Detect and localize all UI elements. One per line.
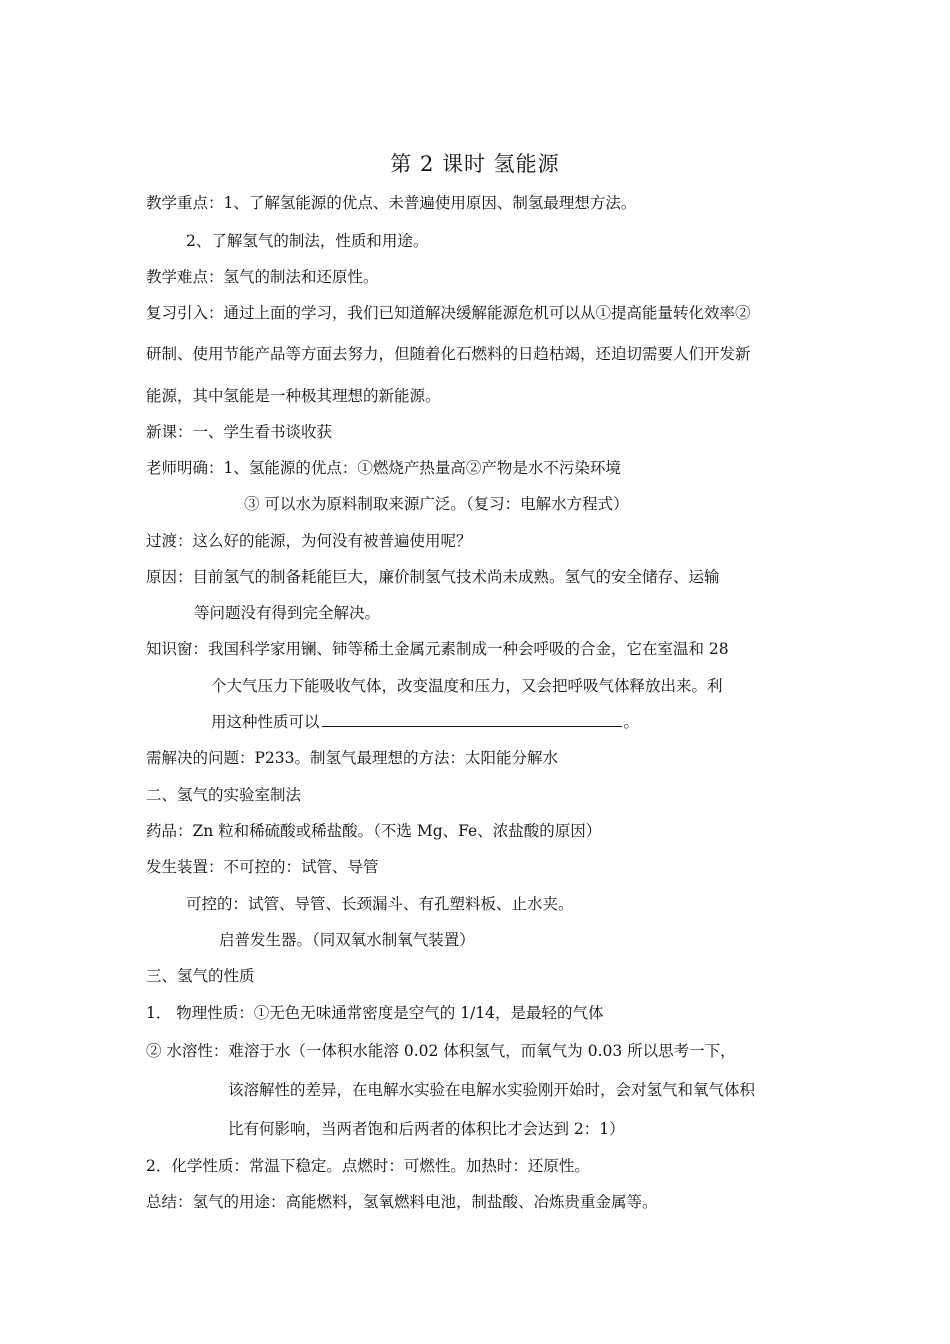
difficulty-line: 教学难点：氢气的制法和还原性。 bbox=[146, 268, 379, 286]
review-line-3: 能源，其中氢能是一种极其理想的新能源。 bbox=[146, 387, 441, 405]
section-3-heading: 三、氢气的性质 bbox=[146, 967, 255, 985]
fill-in-blank bbox=[322, 712, 622, 727]
apparatus-line-2: 可控的：试管、导管、长颈漏斗、有孔塑料板、止水夹。 bbox=[186, 895, 574, 913]
problem-line: 需解决的问题：P233。制氢气最理想的方法：太阳能分解水 bbox=[146, 749, 559, 767]
solubility-line-3: 比有何影响，当两者饱和后两者的体积比才会达到 2：1） bbox=[228, 1120, 625, 1138]
knowledge-line-3-suffix: 。 bbox=[623, 713, 640, 731]
knowledge-line-3-prefix: 用这种性质可以 bbox=[211, 713, 320, 731]
physical-properties-line: 1． 物理性质：①无色无味通常密度是空气的 1/14，是最轻的气体 bbox=[146, 1004, 604, 1022]
page-title: 第 2 课时 氢能源 bbox=[390, 152, 560, 176]
key-points-line-2: 2、了解氢气的制法，性质和用途。 bbox=[186, 232, 429, 250]
knowledge-line-2: 个大气压力下能吸收气体，改变温度和压力，又会把呼吸气体释放出来。利 bbox=[211, 677, 723, 695]
solubility-line-2: 该溶解性的差异，在电解水实验在电解水实验刚开始时，会对氢气和氧气体积 bbox=[228, 1081, 756, 1099]
transition-line: 过渡：这么好的能源，为何没有被普遍使用呢？ bbox=[146, 532, 472, 550]
review-line-1: 复习引入：通过上面的学习，我们已知道解决缓解能源危机可以从①提高能量转化效率② bbox=[146, 304, 751, 322]
review-line-2: 研制、使用节能产品等方面去努力，但随着化石燃料的日趋枯竭，还迫切需要人们开发新 bbox=[146, 345, 751, 363]
new-lesson-line: 新课：一、学生看书谈收获 bbox=[146, 423, 333, 441]
solubility-line-1: ② 水溶性：难溶于水（一体积水能溶 0.02 体积氢气，而氧气为 0.03 所以思考一下， bbox=[146, 1042, 736, 1060]
apparatus-line-3: 启普发生器。（同双氧水制氧气装置） bbox=[219, 931, 475, 949]
reagents-line: 药品：Zn 粒和稀硫酸或稀盐酸。（不选 Mg、Fe、浓盐酸的原因） bbox=[146, 822, 602, 840]
knowledge-line-1: 知识窗：我国科学家用镧、铈等稀土金属元素制成一种会呼吸的合金，它在室温和 28 bbox=[146, 640, 729, 658]
chemical-properties-line: 2．化学性质：常温下稳定。点燃时：可燃性。加热时：还原性。 bbox=[146, 1157, 590, 1175]
teacher-line-2: ③ 可以水为原料制取来源广泛。（复习：电解水方程式） bbox=[244, 495, 629, 513]
apparatus-line-1: 发生装置：不可控的：试管、导管 bbox=[146, 858, 379, 876]
summary-line: 总结：氢气的用途：高能燃料，氢氧燃料电池，制盐酸、冶炼贵重金属等。 bbox=[146, 1193, 658, 1211]
knowledge-line-3 bbox=[211, 711, 639, 733]
reason-line-2: 等问题没有得到完全解决。 bbox=[194, 604, 381, 622]
teacher-line-1: 老师明确：1、氢能源的优点：①燃烧产热量高②产物是水不污染环境 bbox=[146, 459, 621, 477]
key-points-line-1: 教学重点：1、了解氢能源的优点、未普遍使用原因、制氢最理想方法。 bbox=[146, 194, 637, 212]
reason-line-1: 原因：目前氢气的制备耗能巨大，廉价制氢气技术尚未成熟。氢气的安全储存、运输 bbox=[146, 568, 720, 586]
section-2-heading: 二、氢气的实验室制法 bbox=[146, 786, 302, 804]
